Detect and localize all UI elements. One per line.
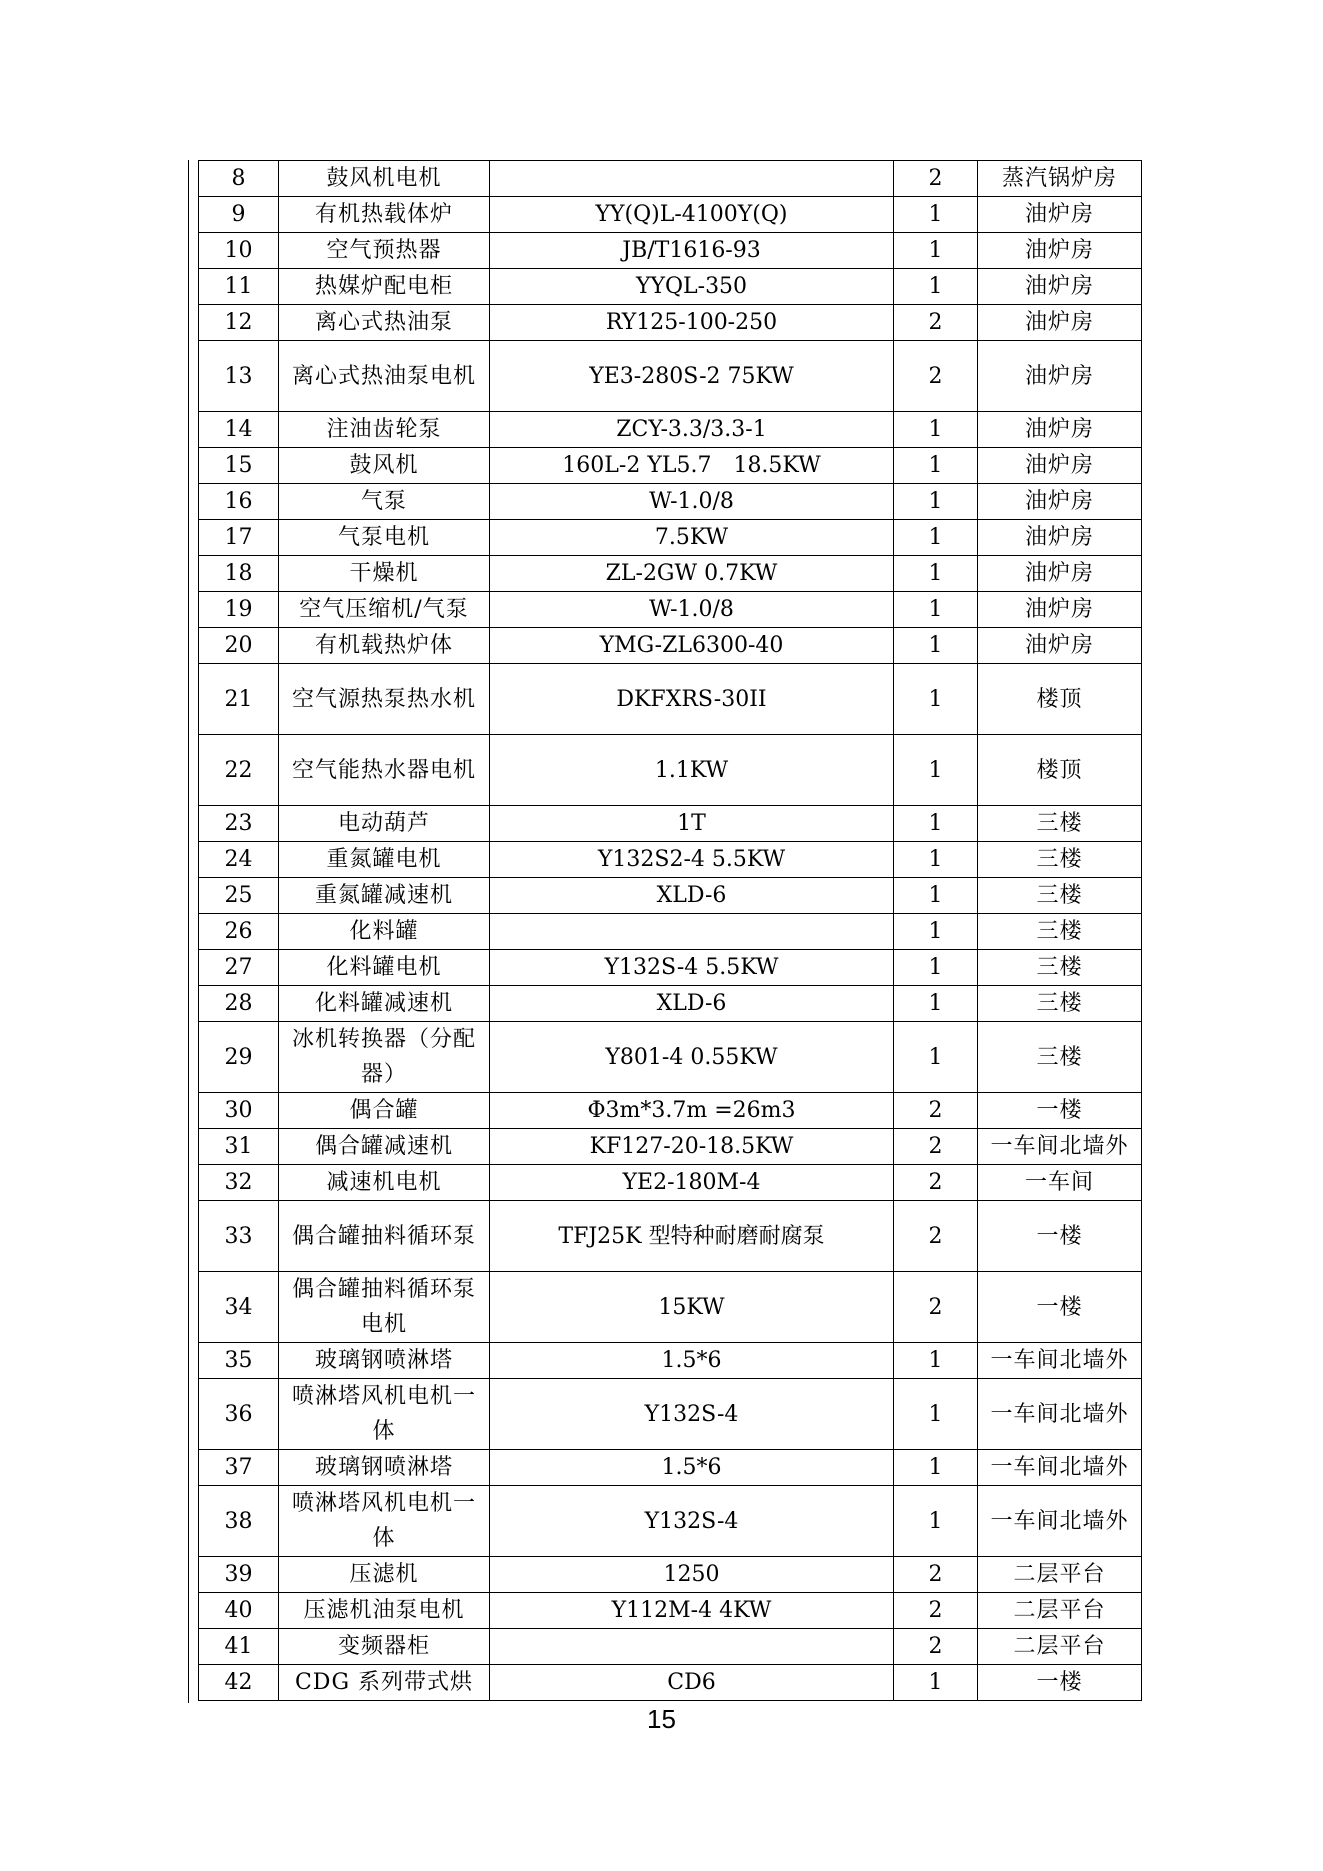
quantity-cell: 2 xyxy=(894,1557,978,1593)
row-number-cell: 23 xyxy=(199,806,279,842)
quantity-cell: 1 xyxy=(894,1450,978,1486)
location-cell: 一车间北墙外 xyxy=(978,1129,1142,1165)
table-row xyxy=(199,484,1142,520)
quantity-cell: 2 xyxy=(894,305,978,341)
equipment-name-cell: 偶合罐抽料循环泵 xyxy=(279,1201,490,1272)
model-spec-cell: JB/T1616-93 xyxy=(490,233,894,269)
equipment-name-cell: 压滤机 xyxy=(279,1557,490,1593)
row-number-cell: 28 xyxy=(199,986,279,1022)
equipment-name-cell: 偶合罐抽料循环泵电机 xyxy=(279,1272,490,1343)
quantity-cell: 1 xyxy=(894,269,978,305)
table-row xyxy=(199,556,1142,592)
quantity-cell: 1 xyxy=(894,556,978,592)
model-spec-cell xyxy=(490,914,894,950)
table-row xyxy=(199,1093,1142,1129)
model-spec-cell: YYQL-350 xyxy=(490,269,894,305)
quantity-cell: 1 xyxy=(894,1665,978,1701)
model-spec-cell: ZCY-3.3/3.3-1 xyxy=(490,412,894,448)
model-spec-cell: DKFXRS-30II xyxy=(490,664,894,735)
location-cell: 油炉房 xyxy=(978,520,1142,556)
table-row xyxy=(199,878,1142,914)
row-number-cell: 39 xyxy=(199,1557,279,1593)
equipment-name-cell: 玻璃钢喷淋塔 xyxy=(279,1343,490,1379)
model-spec-cell: Y132S-4 5.5KW xyxy=(490,950,894,986)
table-row xyxy=(199,735,1142,806)
row-number-cell: 25 xyxy=(199,878,279,914)
table-row xyxy=(199,1486,1142,1557)
location-cell: 油炉房 xyxy=(978,269,1142,305)
quantity-cell: 2 xyxy=(894,1272,978,1343)
row-number-cell: 10 xyxy=(199,233,279,269)
row-number-cell: 20 xyxy=(199,628,279,664)
model-spec-cell xyxy=(490,1629,894,1665)
page-number: 15 xyxy=(647,1704,676,1734)
row-number-cell: 9 xyxy=(199,197,279,233)
equipment-name-cell: 重氮罐电机 xyxy=(279,842,490,878)
row-number-cell: 15 xyxy=(199,448,279,484)
equipment-name-cell: 干燥机 xyxy=(279,556,490,592)
equipment-name-cell: 空气预热器 xyxy=(279,233,490,269)
table-row xyxy=(199,1165,1142,1201)
model-spec-cell: W-1.0/8 xyxy=(490,592,894,628)
quantity-cell: 1 xyxy=(894,412,978,448)
row-number-cell: 33 xyxy=(199,1201,279,1272)
model-spec-cell: 160L-2 YL5.7 18.5KW xyxy=(490,448,894,484)
row-number-cell: 38 xyxy=(199,1486,279,1557)
table-row xyxy=(199,1593,1142,1629)
location-cell: 三楼 xyxy=(978,950,1142,986)
row-number-cell: 30 xyxy=(199,1093,279,1129)
quantity-cell: 1 xyxy=(894,592,978,628)
row-number-cell: 35 xyxy=(199,1343,279,1379)
location-cell: 一车间 xyxy=(978,1165,1142,1201)
model-spec-cell: 1.5*6 xyxy=(490,1343,894,1379)
table-row xyxy=(199,1629,1142,1665)
location-cell: 一车间北墙外 xyxy=(978,1486,1142,1557)
quantity-cell: 1 xyxy=(894,1022,978,1093)
table-row xyxy=(199,628,1142,664)
table-row xyxy=(199,914,1142,950)
table-row xyxy=(199,1450,1142,1486)
row-number-cell: 19 xyxy=(199,592,279,628)
equipment-name-cell: 重氮罐减速机 xyxy=(279,878,490,914)
quantity-cell: 1 xyxy=(894,1343,978,1379)
quantity-cell: 1 xyxy=(894,448,978,484)
quantity-cell: 1 xyxy=(894,197,978,233)
equipment-name-cell: 化料罐 xyxy=(279,914,490,950)
table-row xyxy=(199,1022,1142,1093)
model-spec-cell: Y801-4 0.55KW xyxy=(490,1022,894,1093)
quantity-cell: 1 xyxy=(894,233,978,269)
location-cell: 油炉房 xyxy=(978,197,1142,233)
table-row xyxy=(199,1201,1142,1272)
table-row xyxy=(199,592,1142,628)
location-cell: 蒸汽锅炉房 xyxy=(978,161,1142,197)
quantity-cell: 1 xyxy=(894,520,978,556)
equipment-name-cell: 玻璃钢喷淋塔 xyxy=(279,1450,490,1486)
equipment-name-cell: 鼓风机 xyxy=(279,448,490,484)
location-cell: 二层平台 xyxy=(978,1593,1142,1629)
location-cell: 二层平台 xyxy=(978,1557,1142,1593)
row-number-cell: 40 xyxy=(199,1593,279,1629)
location-cell: 一楼 xyxy=(978,1272,1142,1343)
model-spec-cell: 1250 xyxy=(490,1557,894,1593)
location-cell: 楼顶 xyxy=(978,735,1142,806)
location-cell: 三楼 xyxy=(978,914,1142,950)
quantity-cell: 2 xyxy=(894,161,978,197)
table-row xyxy=(199,448,1142,484)
quantity-cell: 1 xyxy=(894,1379,978,1450)
location-cell: 三楼 xyxy=(978,806,1142,842)
row-number-cell: 12 xyxy=(199,305,279,341)
quantity-cell: 1 xyxy=(894,950,978,986)
row-number-cell: 17 xyxy=(199,520,279,556)
model-spec-cell: Φ3m*3.7m =26m3 xyxy=(490,1093,894,1129)
quantity-cell: 2 xyxy=(894,1165,978,1201)
table-row xyxy=(199,986,1142,1022)
model-spec-cell: ZL-2GW 0.7KW xyxy=(490,556,894,592)
location-cell: 油炉房 xyxy=(978,628,1142,664)
row-number-cell: 24 xyxy=(199,842,279,878)
table-row xyxy=(199,1272,1142,1343)
row-number-cell: 34 xyxy=(199,1272,279,1343)
model-spec-cell: KF127-20-18.5KW xyxy=(490,1129,894,1165)
model-spec-cell: XLD-6 xyxy=(490,986,894,1022)
row-number-cell: 37 xyxy=(199,1450,279,1486)
row-number-cell: 14 xyxy=(199,412,279,448)
quantity-cell: 1 xyxy=(894,806,978,842)
quantity-cell: 2 xyxy=(894,341,978,412)
quantity-cell: 2 xyxy=(894,1629,978,1665)
equipment-name-cell: 化料罐减速机 xyxy=(279,986,490,1022)
left-margin-rule xyxy=(188,160,189,1703)
equipment-name-cell: 空气源热泵热水机 xyxy=(279,664,490,735)
location-cell: 油炉房 xyxy=(978,448,1142,484)
model-spec-cell: TFJ25K 型特种耐磨耐腐泵 xyxy=(490,1201,894,1272)
table-row xyxy=(199,1557,1142,1593)
table-row xyxy=(199,233,1142,269)
location-cell: 一楼 xyxy=(978,1665,1142,1701)
model-spec-cell: W-1.0/8 xyxy=(490,484,894,520)
location-cell: 油炉房 xyxy=(978,412,1142,448)
row-number-cell: 42 xyxy=(199,1665,279,1701)
equipment-name-cell: 化料罐电机 xyxy=(279,950,490,986)
table-row xyxy=(199,1665,1142,1701)
equipment-name-cell: 偶合罐 xyxy=(279,1093,490,1129)
equipment-name-cell: 偶合罐减速机 xyxy=(279,1129,490,1165)
quantity-cell: 2 xyxy=(894,1129,978,1165)
quantity-cell: 2 xyxy=(894,1093,978,1129)
row-number-cell: 27 xyxy=(199,950,279,986)
table-row xyxy=(199,412,1142,448)
model-spec-cell: Y112M-4 4KW xyxy=(490,1593,894,1629)
model-spec-cell: 15KW xyxy=(490,1272,894,1343)
equipment-name-cell: 注油齿轮泵 xyxy=(279,412,490,448)
quantity-cell: 1 xyxy=(894,878,978,914)
equipment-name-cell: 冰机转换器（分配器） xyxy=(279,1022,490,1093)
equipment-name-cell: 离心式热油泵电机 xyxy=(279,341,490,412)
model-spec-cell: YE2-180M-4 xyxy=(490,1165,894,1201)
equipment-name-cell: 电动葫芦 xyxy=(279,806,490,842)
table-row xyxy=(199,806,1142,842)
equipment-name-cell: 热媒炉配电柜 xyxy=(279,269,490,305)
row-number-cell: 13 xyxy=(199,341,279,412)
model-spec-cell: YY(Q)L-4100Y(Q) xyxy=(490,197,894,233)
quantity-cell: 2 xyxy=(894,1201,978,1272)
location-cell: 油炉房 xyxy=(978,233,1142,269)
model-spec-cell: CD6 xyxy=(490,1665,894,1701)
table-row xyxy=(199,161,1142,197)
location-cell: 一楼 xyxy=(978,1093,1142,1129)
quantity-cell: 1 xyxy=(894,1486,978,1557)
quantity-cell: 1 xyxy=(894,628,978,664)
row-number-cell: 32 xyxy=(199,1165,279,1201)
model-spec-cell xyxy=(490,161,894,197)
model-spec-cell: Y132S-4 xyxy=(490,1486,894,1557)
model-spec-cell: XLD-6 xyxy=(490,878,894,914)
quantity-cell: 1 xyxy=(894,914,978,950)
quantity-cell: 2 xyxy=(894,1593,978,1629)
equipment-name-cell: 喷淋塔风机电机一体 xyxy=(279,1486,490,1557)
model-spec-cell: 1.5*6 xyxy=(490,1450,894,1486)
table-row xyxy=(199,950,1142,986)
location-cell: 油炉房 xyxy=(978,341,1142,412)
location-cell: 油炉房 xyxy=(978,305,1142,341)
location-cell: 油炉房 xyxy=(978,484,1142,520)
location-cell: 一楼 xyxy=(978,1201,1142,1272)
table-row xyxy=(199,197,1142,233)
model-spec-cell: YE3-280S-2 75KW xyxy=(490,341,894,412)
location-cell: 油炉房 xyxy=(978,556,1142,592)
table-row xyxy=(199,664,1142,735)
model-spec-cell: YMG-ZL6300-40 xyxy=(490,628,894,664)
row-number-cell: 21 xyxy=(199,664,279,735)
model-spec-cell: RY125-100-250 xyxy=(490,305,894,341)
location-cell: 二层平台 xyxy=(978,1629,1142,1665)
location-cell: 三楼 xyxy=(978,1022,1142,1093)
location-cell: 三楼 xyxy=(978,842,1142,878)
model-spec-cell: 1T xyxy=(490,806,894,842)
row-number-cell: 36 xyxy=(199,1379,279,1450)
row-number-cell: 11 xyxy=(199,269,279,305)
table-row xyxy=(199,341,1142,412)
row-number-cell: 41 xyxy=(199,1629,279,1665)
equipment-name-cell: 鼓风机电机 xyxy=(279,161,490,197)
table-row xyxy=(199,1129,1142,1165)
row-number-cell: 8 xyxy=(199,161,279,197)
location-cell: 一车间北墙外 xyxy=(978,1450,1142,1486)
table-row xyxy=(199,1379,1142,1450)
equipment-name-cell: 空气压缩机/气泵 xyxy=(279,592,490,628)
equipment-name-cell: 气泵 xyxy=(279,484,490,520)
model-spec-cell: Y132S2-4 5.5KW xyxy=(490,842,894,878)
equipment-name-cell: 减速机电机 xyxy=(279,1165,490,1201)
row-number-cell: 29 xyxy=(199,1022,279,1093)
location-cell: 楼顶 xyxy=(978,664,1142,735)
table-row xyxy=(199,520,1142,556)
equipment-table-body xyxy=(199,161,1142,1701)
quantity-cell: 1 xyxy=(894,842,978,878)
row-number-cell: 16 xyxy=(199,484,279,520)
row-number-cell: 22 xyxy=(199,735,279,806)
table-row xyxy=(199,269,1142,305)
quantity-cell: 1 xyxy=(894,986,978,1022)
equipment-name-cell: 有机载热炉体 xyxy=(279,628,490,664)
equipment-name-cell: 空气能热水器电机 xyxy=(279,735,490,806)
table-row xyxy=(199,842,1142,878)
equipment-name-cell: CDG 系列带式烘 xyxy=(279,1665,490,1701)
location-cell: 一车间北墙外 xyxy=(978,1343,1142,1379)
model-spec-cell: 1.1KW xyxy=(490,735,894,806)
location-cell: 一车间北墙外 xyxy=(978,1379,1142,1450)
quantity-cell: 1 xyxy=(894,735,978,806)
equipment-name-cell: 有机热载体炉 xyxy=(279,197,490,233)
table-row xyxy=(199,1343,1142,1379)
equipment-name-cell: 喷淋塔风机电机一体 xyxy=(279,1379,490,1450)
equipment-name-cell: 气泵电机 xyxy=(279,520,490,556)
location-cell: 油炉房 xyxy=(978,592,1142,628)
row-number-cell: 31 xyxy=(199,1129,279,1165)
model-spec-cell: 7.5KW xyxy=(490,520,894,556)
equipment-table xyxy=(198,160,1142,1701)
equipment-name-cell: 离心式热油泵 xyxy=(279,305,490,341)
location-cell: 三楼 xyxy=(978,986,1142,1022)
quantity-cell: 1 xyxy=(894,484,978,520)
table-row xyxy=(199,305,1142,341)
row-number-cell: 26 xyxy=(199,914,279,950)
equipment-name-cell: 压滤机油泵电机 xyxy=(279,1593,490,1629)
equipment-name-cell: 变频器柜 xyxy=(279,1629,490,1665)
row-number-cell: 18 xyxy=(199,556,279,592)
quantity-cell: 1 xyxy=(894,664,978,735)
model-spec-cell: Y132S-4 xyxy=(490,1379,894,1450)
location-cell: 三楼 xyxy=(978,878,1142,914)
